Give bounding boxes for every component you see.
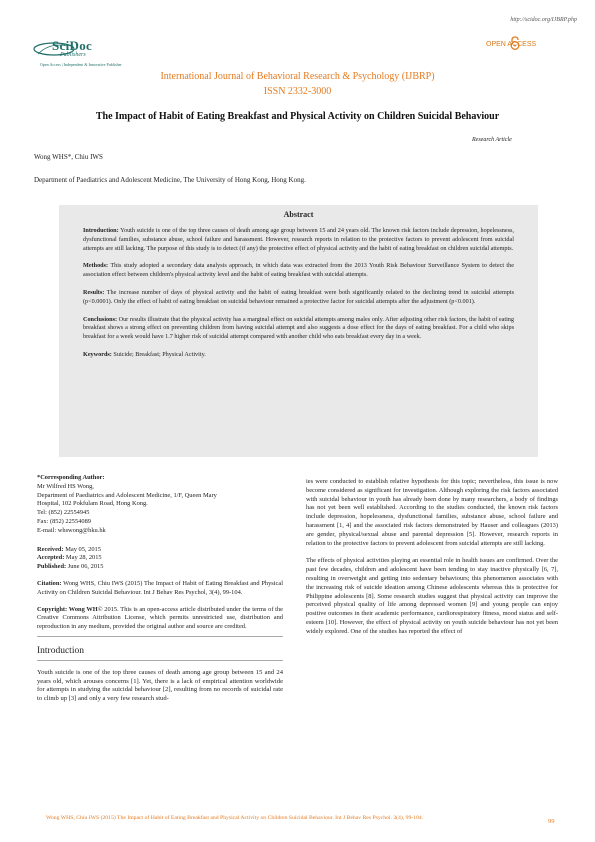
page-number: 99	[548, 818, 555, 825]
corresponding-fax: Fax: (852) 22554089	[37, 517, 91, 525]
abstract-keywords	[83, 351, 514, 360]
abstract-intro-text: Youth suicide is one of the top three causes of death among age group between 15 and 24 years old. The known risk factors include depression, hopelessness, dysfunctional families, substance abuse, school failure and harassment. However, research reports in relation to the protective factors to prevent adolescent from suicidal attempts are still lacking. The purpose of this study is to detect (if any) the protective effect of physical activity and the habit of eating breakfast on children suicidal attempts.	[83, 227, 514, 252]
abstract-keywords-text: Suicide; Breakfast; Physical Activity.	[111, 350, 206, 358]
journal-url[interactable]: http://scidoc.org/IJBRP.php	[510, 17, 577, 23]
abstract-heading: Abstract	[283, 210, 314, 219]
published-value: June 06, 2015	[66, 563, 104, 571]
copyright-label: Copyright: Wong WH	[37, 605, 98, 613]
copyright	[37, 606, 283, 632]
published-label: Published:	[37, 563, 67, 571]
accepted-date	[37, 554, 283, 563]
abstract-results-label: Results:	[83, 288, 105, 296]
corresponding-name: Mr Wilfred HS Wong,	[37, 482, 94, 490]
corresponding-email[interactable]: E-mail: whswong@hku.hk	[37, 526, 106, 534]
corresponding-tel: Tel: (852) 22554945	[37, 509, 90, 517]
right-column	[306, 478, 558, 637]
divider	[37, 636, 283, 637]
received-date	[37, 546, 283, 555]
footer-citation: Wong WHS, Chiu IWS (2015) The Impact of Habit of Eating Breakfast and Physical Activity on Children Suicidal Behaviour. Int J Behav Res Psychol. 3(4), 99-104.	[46, 815, 424, 821]
abstract-conclusions	[83, 316, 514, 342]
publisher-name: SciDoc	[52, 38, 93, 53]
article-authors: Wong WHS*, Chiu IWS	[34, 153, 103, 161]
citation-label: Citation:	[37, 579, 62, 587]
abstract-keywords-label: Keywords:	[83, 350, 112, 358]
abstract-methods-label: Methods:	[83, 262, 109, 270]
abstract-methods-text: This study adopted a secondary data analysis approach, in which data was extracted from the 2013 Youth Risk Behaviour Surveillance System to detect the association effect between children's physical activity level and the habit of eating breakfast with suicidal attempts.	[83, 262, 514, 279]
body-paragraph-1: ies were conducted to establish relative hypothesis for this topic; nevertheless, this issue is now become considered as significant for investigation. Although exploring the risk factors associated with suicidal behaviour in youth has already been done by many researchers, a body of findings has not yet been well established. According to the studies conducted, the known risk factors include depression, hopelessness, dysfunctional families, substance abuse, school failure and harassment [1, 4] and the associated risk factors demonstrated by Hauser and colleagues (2013) are gender, physical/sexual abuse and parental depression [5]. However, research reports in relation to the protective factors to prevent adolescent from suicidal attempts are still lacking.	[306, 478, 558, 547]
article-type: Research Article	[472, 137, 512, 143]
abstract-conclusions-label: Conclusions:	[83, 315, 118, 323]
abstract-methods	[83, 262, 514, 280]
left-column	[37, 474, 283, 704]
abstract-results	[83, 289, 514, 307]
received-label: Received:	[37, 545, 64, 553]
abstract-box	[59, 205, 538, 457]
body-paragraph-2: The effects of physical activities playing an essential role in health issues are confirmed. Over the past few decades, children and adolescent have been tending to stay inactive physically [6, 7], resulting in overweight and getting into sedentary behaviours; this phenomenon associates with the increasing risk of suicide ideation among Chinese adolescents whereas this is protective for Philippine adolescents [8]. Some research studies suggest that physical activity can improve the perceived physical quality of life among depressed women [9] and young people can enjoy positive outcomes in their academic performance, cardiorespiratory fitness, mood status and self-esteem [10]. However, the effect of physical activity on youth suicide behaviour has not yet been widely explored. One of the studies has reported the effect of	[306, 557, 558, 635]
accepted-label: Accepted:	[37, 554, 65, 562]
open-access-label: OPEN ACCESS	[486, 41, 537, 48]
abstract-results-text: The increase number of days of physical activity and the habit of eating breakfast were both significantly related to the declining trend in suicidal attempts (p<0.0001). Only the effect of habit of eating breakfast on suicidal behaviour remained a protective factor for suicidal attempts after the adjustment (p<0.001).	[83, 288, 514, 305]
divider	[37, 660, 283, 661]
corresponding-address2: Hospital, 102 Pokfulam Road, Hong Kong.	[37, 500, 148, 508]
article-affiliation: Department of Paediatrics and Adolescent Medicine, The University of Hong Kong, Hong Kong.	[34, 176, 306, 184]
introduction-heading: Introduction	[37, 645, 84, 656]
article-title: The Impact of Habit of Eating Breakfast and Physical Activity on Children Suicidal Behaviour	[95, 111, 500, 122]
corresponding-label: *Corresponding Author:	[37, 474, 105, 481]
received-value: May 05, 2015	[63, 545, 101, 553]
publisher-sub: Publishers	[60, 52, 86, 58]
citation-text: Wong WHS, Chiu IWS (2015) The Impact of Habit of Eating Breakfast and Physical Activity on Children Suicidal Behaviour. Int J Behav Res Psychol, 3(4), 99-104.	[37, 579, 283, 596]
publisher-tag: Open Access | Independent & Innovative Publisher	[40, 62, 122, 67]
abstract-conclusions-text: Our results illustrate that the physical activity has a marginal effect on suicidal attempts among males only. After adjusting other risk factors, the habit of eating breakfast shows a strong effect on preventing children from having suicidal attempt and also suggests a dose effect for the days of eating breakfast. For a child who skips breakfast for a week would have 1.7 higher risk of suicidal attempt compared with another child who eats breakfast every day in a week.	[83, 315, 514, 341]
journal-issn: ISSN 2332-3000	[263, 86, 332, 97]
abstract-intro-label: Introduction:	[83, 227, 119, 234]
introduction-paragraph: Youth suicide is one of the top three causes of death among age group between 15 and 24 years old, which arouses concerns [1]. Yet, there is a lack of empirical attention worldwide for attempts in studying the suicidal behaviour [2], resulting from no records of suicidal rate to climb up [3] and only a very few research stud-	[37, 668, 283, 703]
citation	[37, 580, 283, 598]
accepted-value: May 28, 2015	[64, 554, 102, 562]
published-date	[37, 563, 283, 572]
journal-title: International Journal of Behavioral Research & Psychology (IJBRP)	[160, 71, 435, 82]
abstract-introduction	[83, 227, 514, 253]
copyright-text: © 2015. This is an open-access article distributed under the terms of the Creative Commons Attribution License, which permits unrestricted use, distribution and reproduction in any medium, provided the original author and source are credited.	[37, 605, 283, 631]
corresponding-address1: Department of Paediatrics and Adolescent Medicine, 1/F, Queen Mary	[37, 491, 217, 499]
